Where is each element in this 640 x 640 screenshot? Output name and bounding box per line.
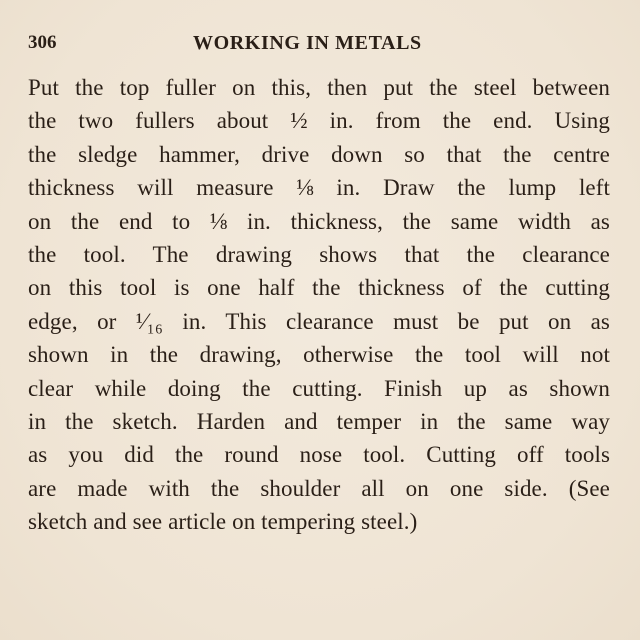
- text-line: the tool. The drawing shows that the clearance: [28, 241, 610, 267]
- text-line: on this tool is one half the thickness of the cutting: [28, 275, 610, 301]
- text-line: clear while doing the cutting. Finish up as shown: [28, 375, 610, 401]
- text-line: shown in the drawing, otherwise the tool will not: [28, 342, 610, 368]
- text-line: edge, or ¹⁄₁₆ in. This clearance must be put on as: [28, 308, 610, 334]
- text-line: as you did the round nose tool. Cutting off tools: [28, 442, 610, 468]
- page-number: 306: [28, 32, 57, 53]
- text-line: Put the top fuller on this, then put the steel between: [28, 75, 610, 100]
- body-paragraph: [28, 71, 610, 538]
- text-line: are made with the shoulder all on one side. (See: [28, 475, 610, 501]
- text-line: the sledge hammer, drive down so that the centre: [28, 141, 610, 167]
- book-title: WORKING IN METALS: [193, 32, 422, 54]
- text-line: thickness will measure ⅛ in. Draw the lump left: [28, 175, 610, 201]
- text-line: the two fullers about ½ in. from the end. Using: [28, 108, 610, 134]
- text-line-last: sketch and see article on tempering steel.): [28, 509, 418, 535]
- running-head: [28, 32, 608, 56]
- text-line: in the sketch. Harden and temper in the same way: [28, 408, 610, 434]
- text-line: on the end to ⅛ in. thickness, the same width as: [28, 208, 610, 234]
